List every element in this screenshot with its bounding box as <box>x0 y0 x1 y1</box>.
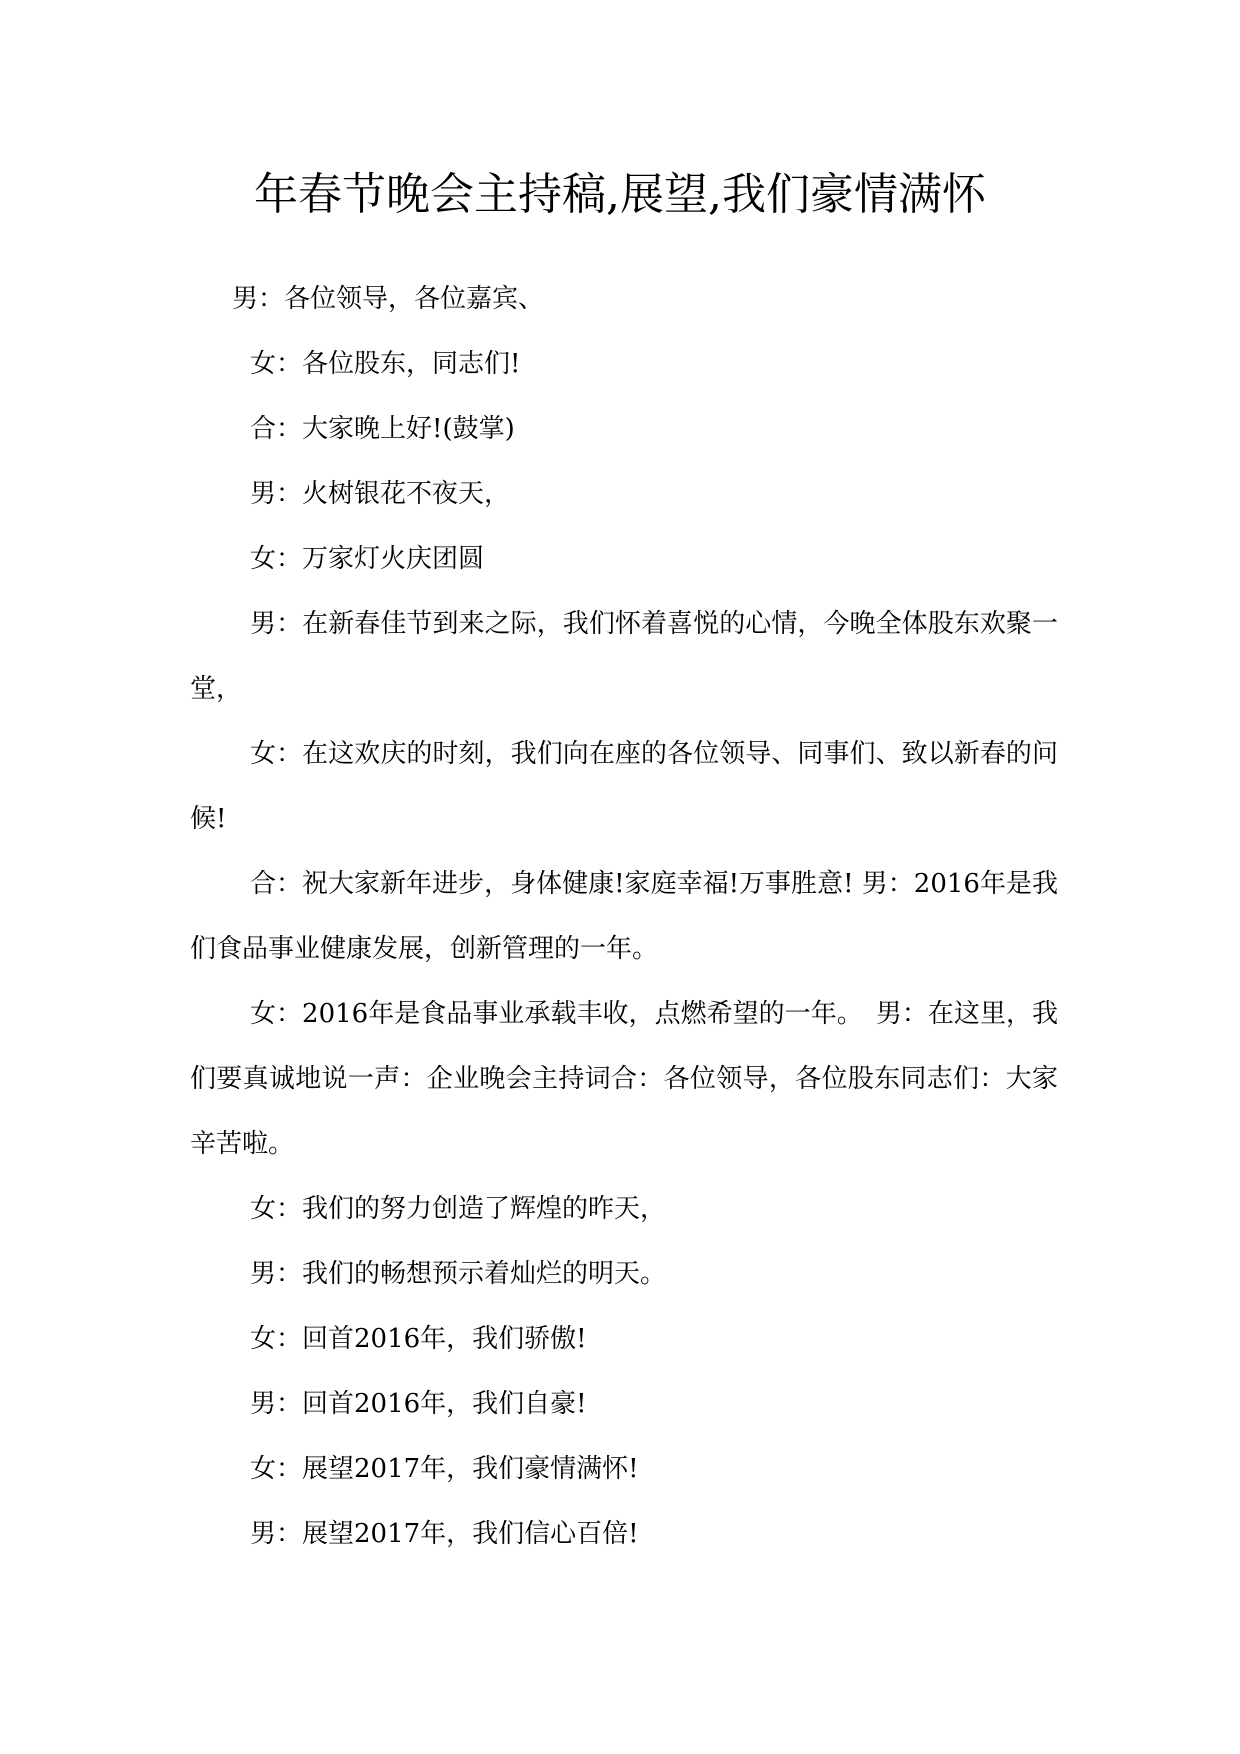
paragraph: 合：祝大家新年进步，身体健康!家庭幸福!万事胜意! 男：2016年是我们食品事业健康发展，创新管理的一年。 <box>190 869 1058 964</box>
paragraph: 合：大家晚上好!(鼓掌) <box>250 414 515 444</box>
paragraph: 男：展望2017年，我们信心百倍! <box>250 1519 639 1549</box>
paragraph: 男：各位领导，各位嘉宾、 <box>232 284 545 314</box>
paragraph: 女：我们的努力创造了辉煌的昨天， <box>250 1194 667 1224</box>
paragraph: 女：回首2016年，我们骄傲! <box>250 1324 587 1354</box>
paragraph: 男：火树银花不夜天， <box>250 479 511 509</box>
document-body <box>190 267 1058 1567</box>
paragraph: 男：回首2016年，我们自豪! <box>250 1389 587 1419</box>
paragraph: 女：在这欢庆的时刻，我们向在座的各位领导、同事们、致以新春的问候! <box>190 739 1058 834</box>
document-title: 年春节晚会主持稿,展望,我们豪情满怀 <box>254 169 986 220</box>
paragraph: 男：在新春佳节到来之际，我们怀着喜悦的心情，今晚全体股东欢聚一堂， <box>190 609 1058 704</box>
paragraph: 女：展望2017年，我们豪情满怀! <box>250 1454 639 1484</box>
paragraph: 女：各位股东，同志们! <box>250 349 521 379</box>
paragraph: 女：万家灯火庆团圆 <box>250 544 485 574</box>
paragraph: 女：2016年是食品事业承载丰收，点燃希望的一年。 男：在这里，我们要真诚地说一声：企业晚会主持词合：各位领导，各位股东同志们：大家辛苦啦。 <box>190 999 1058 1159</box>
paragraph: 男：我们的畅想预示着灿烂的明天。 <box>250 1259 667 1289</box>
